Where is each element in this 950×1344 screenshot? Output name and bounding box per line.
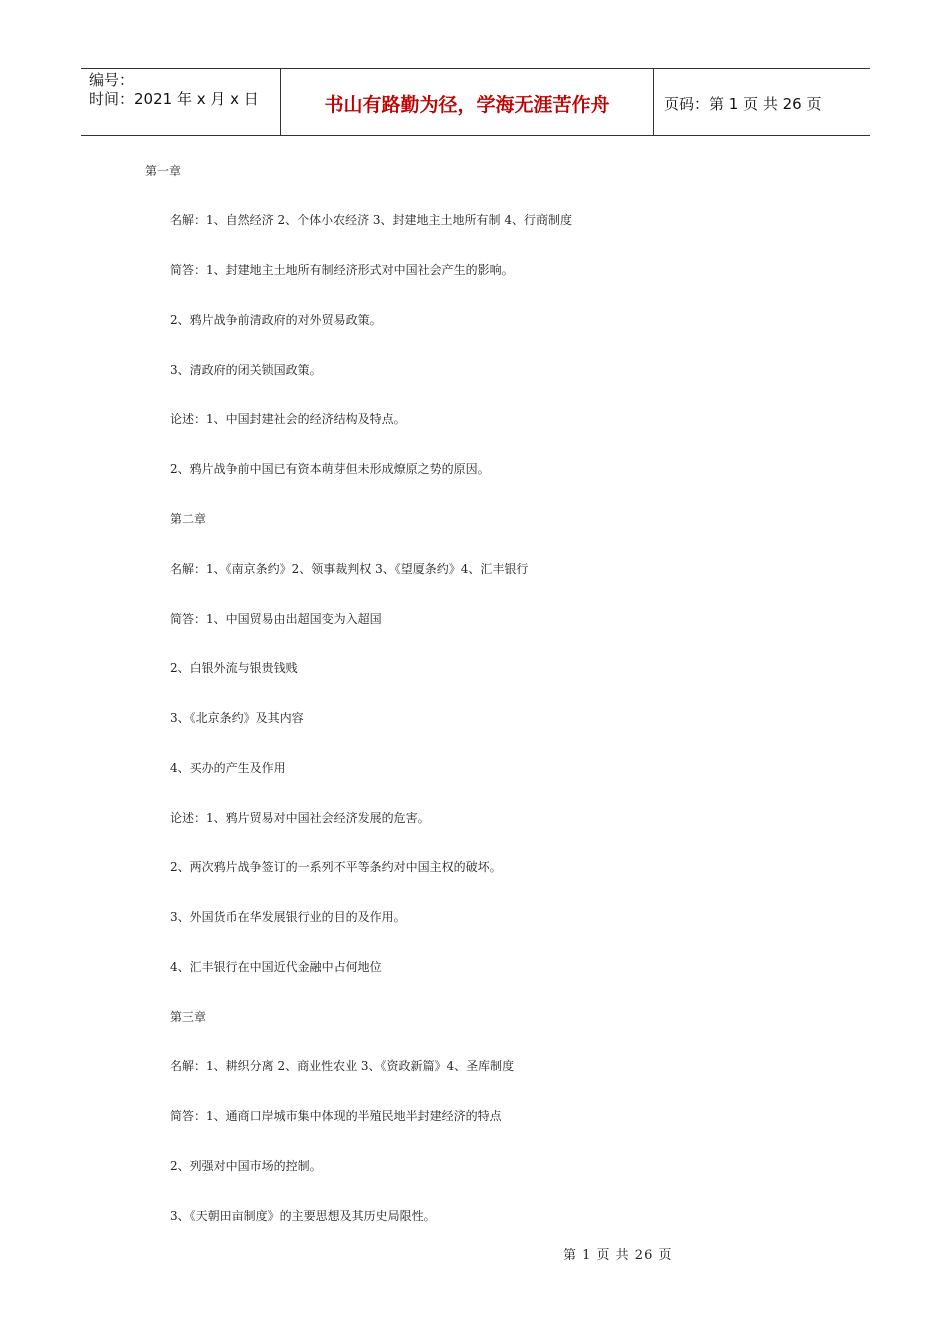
- text-line: 简答：1、中国贸易由出超国变为入超国: [170, 612, 382, 626]
- document-time-label: 时间：2021 年 x 月 x 日: [89, 90, 259, 108]
- text-line: 3、清政府的闭关锁国政策。: [170, 363, 322, 377]
- text-line: 论述：1、中国封建社会的经济结构及特点。: [170, 412, 406, 426]
- text-line: 2、列强对中国市场的控制。: [170, 1159, 322, 1173]
- text-line: 简答：1、通商口岸城市集中体现的半殖民地半封建经济的特点: [170, 1109, 502, 1123]
- document-number-label: 编号：: [89, 71, 135, 89]
- text-line: 名解：1、《南京条约》2、领事裁判权 3、《望厦条约》4、汇丰银行: [170, 562, 529, 576]
- header-meta: [81, 69, 281, 135]
- text-line: 2、鸦片战争前清政府的对外贸易政策。: [170, 313, 382, 327]
- text-line: 名解：1、自然经济 2、个体小农经济 3、封建地主土地所有制 4、行商制度: [170, 213, 572, 227]
- text-line: 3、外国货币在华发展银行业的目的及作用。: [170, 910, 406, 924]
- text-line: 3、《北京条约》及其内容: [170, 711, 304, 725]
- chapter-heading: 第一章: [145, 164, 182, 178]
- text-line: 2、两次鸦片战争签订的一系列不平等条约对中国主权的破坏。: [170, 860, 502, 874]
- text-line: 3、《天朝田亩制度》的主要思想及其历史局限性。: [170, 1209, 436, 1223]
- page-footer: 第 1 页 共 26 页: [563, 1248, 673, 1263]
- header-motto: 书山有路勤为径，学海无涯苦作舟: [281, 69, 654, 135]
- text-line: 2、鸦片战争前中国已有资本萌芽但未形成燎原之势的原因。: [170, 462, 490, 476]
- page-header: [81, 68, 870, 136]
- text-line: 名解：1、耕织分离 2、商业性农业 3、《资政新篇》4、圣库制度: [170, 1059, 515, 1073]
- text-line: 2、白银外流与银贵钱贱: [170, 661, 298, 675]
- chapter-heading: 第二章: [170, 512, 207, 526]
- chapter-heading: 第三章: [170, 1010, 207, 1024]
- text-line: 4、汇丰银行在中国近代金融中占何地位: [170, 960, 382, 974]
- header-page-info: 页码：第 1 页 共 26 页: [664, 94, 822, 113]
- text-line: 4、买办的产生及作用: [170, 761, 286, 775]
- text-line: 论述：1、鸦片贸易对中国社会经济发展的危害。: [170, 811, 430, 825]
- text-line: 简答：1、封建地主土地所有制经济形式对中国社会产生的影响。: [170, 263, 514, 277]
